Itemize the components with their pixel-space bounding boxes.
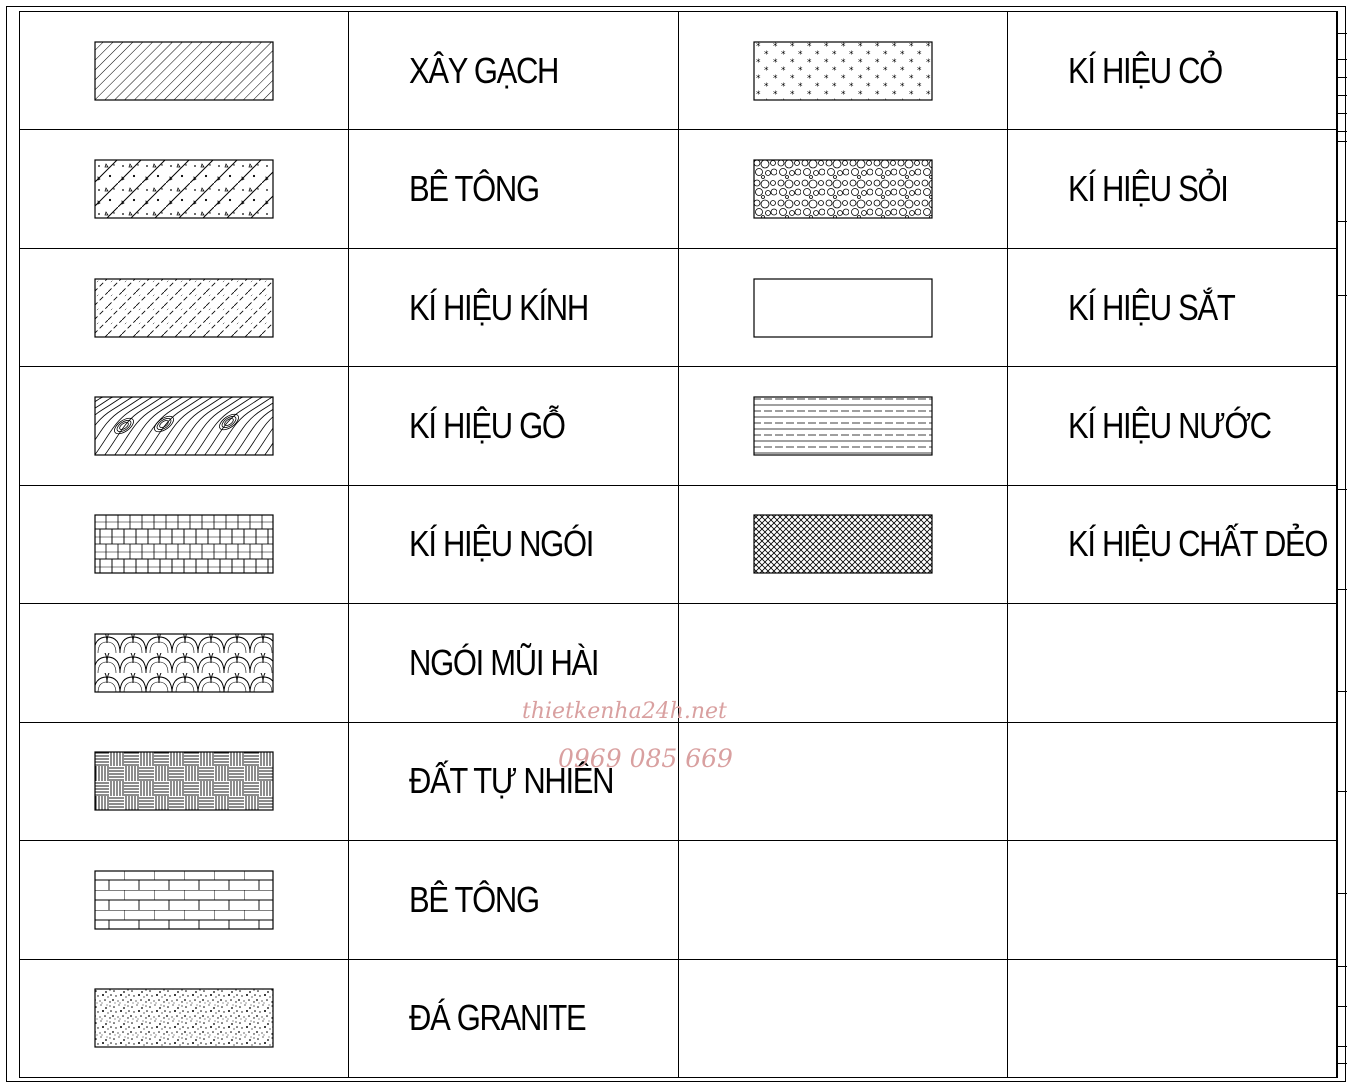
material-label: ĐÁ GRANITE	[409, 997, 586, 1039]
label-cell	[349, 130, 678, 248]
symbol-cell	[678, 130, 1007, 248]
label-cell	[1007, 130, 1336, 248]
symbol-cell	[678, 959, 1007, 1078]
legend-row	[20, 248, 1337, 366]
label-cell	[349, 248, 678, 366]
symbol-cell	[678, 841, 1007, 959]
legend-row	[20, 367, 1337, 485]
legend-row	[20, 485, 1337, 603]
basket-weave-swatch	[94, 751, 274, 811]
legend-row	[20, 841, 1337, 959]
strip-divider	[1338, 33, 1347, 34]
symbol-cell	[20, 248, 349, 366]
symbol-cell	[678, 248, 1007, 366]
symbol-cell	[678, 12, 1007, 130]
strip-divider	[1338, 966, 1347, 967]
symbol-cell	[20, 130, 349, 248]
wood-grain-swatch	[94, 396, 274, 456]
strip-divider	[1338, 59, 1347, 60]
material-label: KÍ HIỆU SẮT	[1067, 286, 1235, 328]
brick-bond-swatch	[94, 870, 274, 930]
material-label: ĐẤT TỰ NHIÊN	[409, 760, 614, 802]
gravel-circles-swatch	[753, 159, 933, 219]
label-cell	[1007, 959, 1336, 1078]
symbol-cell	[678, 604, 1007, 722]
dashed-diagonal-swatch	[94, 278, 274, 338]
material-label: KÍ HIỆU GỖ	[409, 405, 565, 447]
material-label: BÊ TÔNG	[409, 878, 540, 920]
symbol-cell	[678, 485, 1007, 603]
material-label: KÍ HIỆU NGÓI	[409, 523, 594, 565]
label-cell	[349, 722, 678, 840]
diagonal-hatch-swatch	[94, 41, 274, 101]
roof-tiles-swatch	[94, 514, 274, 574]
watermark-phone: 0969 085 669	[558, 744, 733, 773]
strip-divider	[1338, 1046, 1347, 1047]
stars-swatch	[753, 41, 933, 101]
cross-hatch-swatch	[753, 514, 933, 574]
concrete-hatch-swatch	[94, 159, 274, 219]
speckle-swatch	[94, 988, 274, 1048]
symbol-cell	[20, 722, 349, 840]
symbol-cell	[20, 367, 349, 485]
symbol-cell	[20, 12, 349, 130]
water-lines-swatch	[753, 396, 933, 456]
strip-divider	[1338, 113, 1347, 114]
symbol-cell	[20, 959, 349, 1078]
label-cell	[1007, 604, 1336, 722]
strip-divider	[1338, 95, 1347, 96]
symbol-cell	[20, 841, 349, 959]
label-cell	[349, 12, 678, 130]
material-label: KÍ HIỆU SỎI	[1067, 168, 1228, 210]
strip-divider	[1338, 1006, 1347, 1007]
material-label: KÍ HIỆU NƯỚC	[1067, 405, 1271, 447]
material-symbol-legend	[19, 11, 1337, 1078]
watermark-site: thietkenha24h.net	[522, 699, 727, 724]
strip-divider	[1338, 893, 1347, 894]
legend-row	[20, 12, 1337, 130]
label-cell	[1007, 841, 1336, 959]
material-label: KÍ HIỆU KÍNH	[409, 286, 589, 328]
strip-divider	[1338, 791, 1347, 792]
scale-tiles-swatch	[94, 633, 274, 693]
strip-divider	[1338, 589, 1347, 590]
material-label: KÍ HIỆU CỎ	[1067, 49, 1222, 91]
symbol-cell	[20, 604, 349, 722]
label-cell	[1007, 248, 1336, 366]
strip-divider	[1338, 691, 1347, 692]
material-label: NGÓI MŨI HÀI	[409, 641, 599, 683]
label-cell	[349, 841, 678, 959]
strip-divider	[1338, 295, 1347, 296]
strip-divider	[1338, 489, 1347, 490]
label-cell	[349, 485, 678, 603]
label-cell	[1007, 485, 1336, 603]
label-cell	[349, 959, 678, 1078]
legend-row	[20, 722, 1337, 840]
strip-divider	[1338, 1063, 1347, 1064]
strip-divider	[1338, 131, 1347, 132]
label-cell	[1007, 367, 1336, 485]
symbol-cell	[20, 485, 349, 603]
label-cell	[1007, 12, 1336, 130]
legend-row	[20, 959, 1337, 1078]
label-cell	[1007, 722, 1336, 840]
blank-swatch	[753, 278, 933, 338]
strip-divider	[1338, 77, 1347, 78]
material-label: KÍ HIỆU CHẤT DẺO	[1067, 523, 1327, 565]
title-block-strip	[1337, 11, 1347, 1078]
material-label: BÊ TÔNG	[409, 168, 540, 210]
label-cell	[349, 367, 678, 485]
legend-row	[20, 130, 1337, 248]
symbol-cell	[678, 722, 1007, 840]
strip-divider	[1338, 141, 1347, 142]
material-label: XÂY GẠCH	[409, 49, 559, 91]
symbol-cell	[678, 367, 1007, 485]
strip-divider	[1338, 221, 1347, 222]
